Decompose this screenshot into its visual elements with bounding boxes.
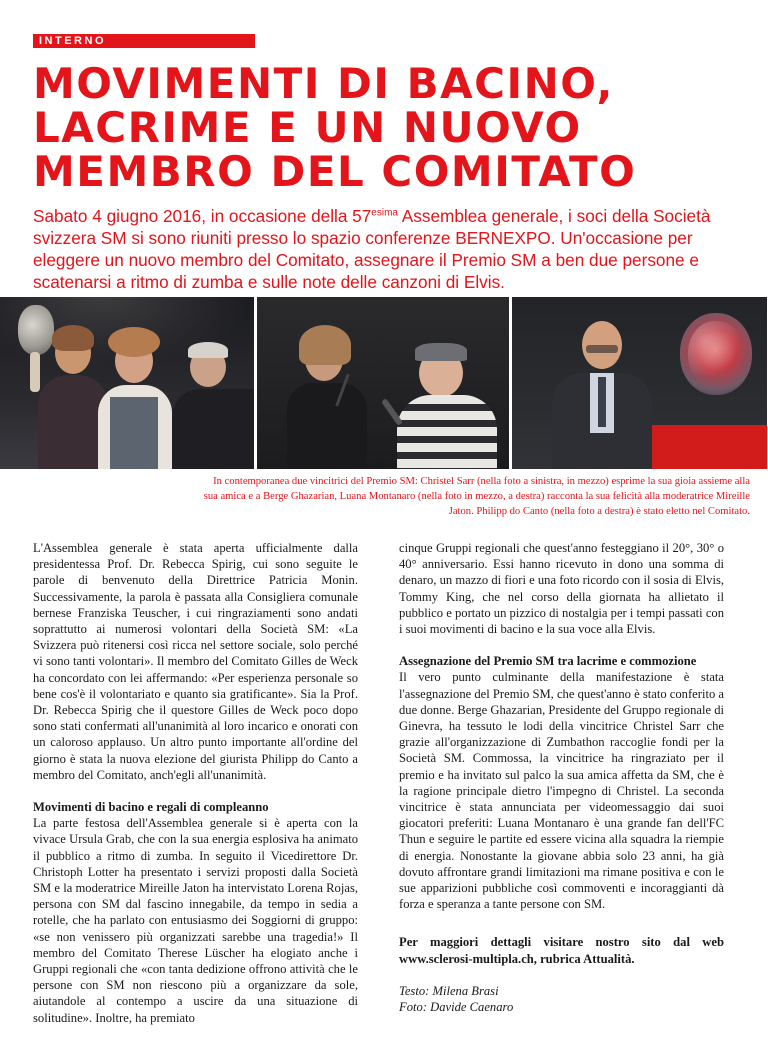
title-line-1: MOVIMENTI DI BACINO, bbox=[33, 59, 615, 108]
more-info: Per maggiori dettagli visitare nostro sito dal web www.sclerosi-multipla.ch, rubrica Attualità. bbox=[399, 935, 724, 966]
subheading-movimenti: Movimenti di bacino e regali di compleanno bbox=[33, 800, 269, 815]
paragraph-opening: L'Assemblea generale è stata aperta ufficialmente dalla presidentessa Prof. Dr. Rebecca Spirig, cui sono seguite le parole di benvenuto della Direttrice Patricia Monin. Successivamente, la parola è passata alla Consigliera comunale bernese Franziska Teuscher, i cui ringraziamenti sono andati soprattutto ai numerosi volontari della Società SM: «La Svizzera può ritenersi così ricca nel settore sociale, solo perché vi sono tanti volontari». Il membro del Comitato Gilles de Weck ha concordato con lei affermando: «Per esperienza personale so bene cos'è il volontariato e quanto sia gratificante». Sia la Prof. Dr. Rebecca Spirig che il questore Gilles de Weck poco dopo sono stati confermati all'unanimità al loro incarico e onorati con un caloroso applauso. Un altro punto importante all'ordine del giorno è stata la nuova elezione del giurista Philipp do Canto a membro del Comitato, anch'egli all'unanimità. bbox=[33, 541, 358, 782]
lead-text-2: Assemblea generale, i soci della Società svizzera SM si sono riuniti presso lo spazio conferenze BERNEXPO. Un'occasione per eleggere un nuovo membro del Comitato, assegnare il Premio SM a ben due persone e scatenarsi a ritmo di zumba e sulle note delle canzoni di Elvis. bbox=[33, 206, 711, 292]
text-credit: Testo: Milena Brasi bbox=[399, 983, 499, 998]
paragraph-movimenti-text: La parte festosa dell'Assemblea generale si è aperta con la vivace Ursula Grab, che con la sua energia esplosiva ha animato il pubblico a ritmo di zumba. In seguito il Vicedirettore Dr. Christoph Lotter ha presentato i servizi proposti dalla Società SM e la moderatrice Mireille Jaton ha intervistato Lorena Rojas, persona con SM dal fascino innegabile, da tempo in sedia a rotelle, che ha parlato con entusiasmo dei Soggiorni di gruppo: «se non venissero più organizzati sarebbe una tragedia!» Il membro del Comitato Therese Lüscher ha elogiato anche i Gruppi regionali che «con tanta dedizione offrono attività che le persone con SM non riescono più a organizzare da sole, aiutandole al contempo a uscire da una situazione di solitudine». Inoltre, ha premiato bbox=[33, 816, 358, 1025]
lead-text-1: Sabato 4 giugno 2016, in occasione della 57 bbox=[33, 206, 372, 226]
title-line-3: MEMBRO DEL COMITATO bbox=[33, 147, 637, 196]
title-line-2: LACRIME E UN NUOVO bbox=[33, 103, 582, 152]
photo-caption: In contemporanea due vincitrici del Premio SM: Christel Sarr (nella foto a sinistra, in mezzo) esprime la sua gioia assieme alla sua amica e a Berge Ghazarian, Luana Montanaro (nella foto in mezzo, a destra) racconta la sua felicità alla moderatrice Mireille Jaton. Philipp do Canto (nella foto a destra) è stato eletto nel Comitato. bbox=[203, 476, 750, 517]
article-column-left bbox=[33, 540, 358, 1042]
paragraph-premio-text: Il vero punto culminante della manifestazione è stata l'assegnazione del Premio SM, che quest'anno è stato conferito a due donne. Berge Ghazarian, Presidente del Gruppo regionale di Ginevra, ha tessuto le lodi della vincitrice Christel Sarr che grazie all'organizzazione di Zumbathon raccoglie fondi per la Società SM. Commossa, la vincitrice ha ringraziato per il premio e ha invitato sul palco la sua amica affetta da SM, che è la ragione principale dietro l'impegno di Christel. La seconda vincitrice è stata annunciata per videomessaggio dai suoi giocatori preferiti: Luana Montanaro è una grande fan dell'FC Thun e seguire le partite ed essere vicina alla squadra la riempie di energia. Nonostante la giovane abbia solo 23 anni, ha già dovuto affrontare grandi limitazioni ma rimane positiva e con le sue apparizioni pubbliche così commoventi e incoraggianti dà forza e speranza a tante persone con SM. bbox=[399, 670, 724, 912]
article-title bbox=[33, 59, 733, 196]
lead-superscript: esima bbox=[371, 207, 398, 219]
photo-interview-center bbox=[257, 297, 509, 469]
paragraph-movimenti bbox=[33, 799, 358, 1026]
article-column-right bbox=[399, 540, 724, 1015]
paragraph-anniversari: cinque Gruppi regionali che quest'anno festeggiano il 20°, 30° o 40° anniversario. Essi hanno ricevuto in dono una somma di denaro, un mazzo di fiori e una foto ricordo con il sosia di Elvis, Tommy King, che nel corso della giornata ha allietato il pubblico e portato un pizzico di nostalgia per i tempi passati con i suoi movimenti di bacino e la sua voce alla Elvis. bbox=[399, 541, 724, 637]
paragraph-premio bbox=[399, 653, 724, 912]
photo-credit: Foto: Davide Caenaro bbox=[399, 1000, 514, 1015]
photo-strip bbox=[0, 297, 768, 469]
lead-paragraph bbox=[33, 205, 733, 293]
photo-award-left bbox=[0, 297, 254, 469]
subheading-premio: Assegnazione del Premio SM tra lacrime e commozione bbox=[399, 654, 697, 669]
section-tag: INTERNO bbox=[33, 34, 255, 48]
photo-committee-right bbox=[512, 297, 767, 469]
